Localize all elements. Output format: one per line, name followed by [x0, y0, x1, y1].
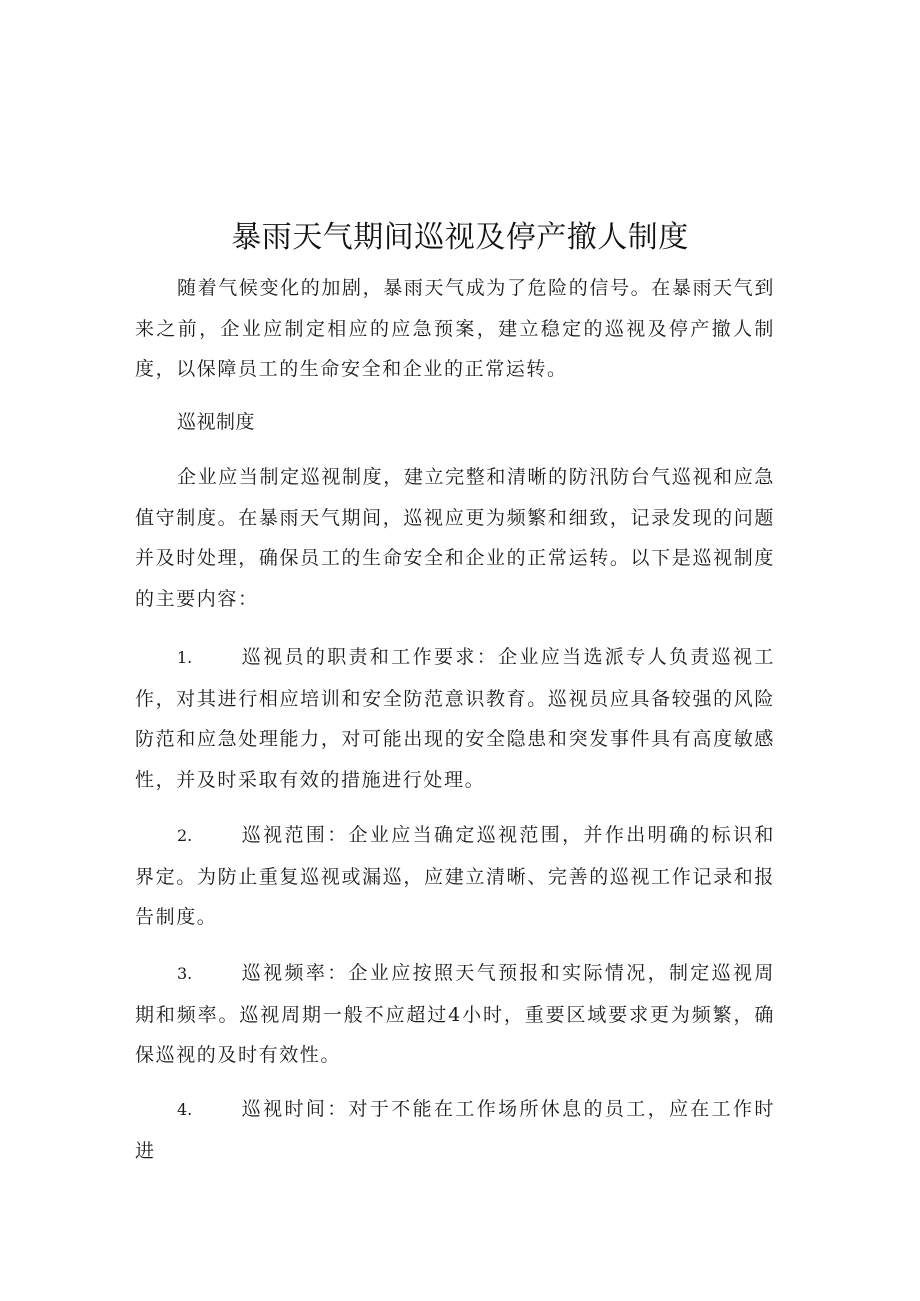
section-intro-paragraph: 企业应当制定巡视制度，建立完整和清晰的防汛防台气巡视和应急值守制度。在暴雨天气期间，巡视应更为频繁和细致，记录发现的问题并及时处理，确保员工的生命安全和企业的正常运转。以下是巡视制度的主要内容： — [135, 466, 775, 610]
list-item: 2. 巡视范围：企业应当确定巡视范围，并作出明确的标识和界定。为防止重复巡视或漏巡，应建立清晰、完善的巡视工作记录和报告制度。 — [135, 824, 775, 928]
list-item-text: 巡视时间：对于不能在工作场所休息的员工，应在工作时进 — [135, 1098, 775, 1162]
section-heading: 巡视制度 — [177, 411, 256, 433]
list-item-text: 巡视频率：企业应按照天气预报和实际情况，制定巡视周期和频率。巡视周期一般不应超过4小时，重要区域要求更为频繁，确保巡视的及时有效性。 — [135, 962, 775, 1066]
list-item-text: 巡视范围：企业应当确定巡视范围，并作出明确的标识和界定。为防止重复巡视或漏巡，应建立清晰、完善的巡视工作记录和报告制度。 — [135, 824, 775, 928]
list-item: 3. 巡视频率：企业应按照天气预报和实际情况，制定巡视周期和频率。巡视周期一般不应超过4小时，重要区域要求更为频繁，确保巡视的及时有效性。 — [135, 962, 775, 1066]
intro-paragraph: 随着气候变化的加剧，暴雨天气成为了危险的信号。在暴雨天气到来之前，企业应制定相应的应急预案，建立稳定的巡视及停产撤人制度，以保障员工的生命安全和企业的正常运转。 — [135, 277, 775, 380]
document-title: 暴雨天气期间巡视及停产撤人制度 — [231, 220, 689, 255]
list-item: 1. 巡视员的职责和工作要求：企业应当选派专人负责巡视工作，对其进行相应培训和安全防范意识教育。巡视员应具备较强的风险防范和应急处理能力，对可能出现的安全隐患和突发事件具有高度敏感性，并及时采取有效的措施进行处理。 — [135, 646, 775, 791]
list-item: 4. 巡视时间：对于不能在工作场所休息的员工，应在工作时进 — [135, 1098, 775, 1162]
list-item-text: 巡视员的职责和工作要求：企业应当选派专人负责巡视工作，对其进行相应培训和安全防范意识教育。巡视员应具备较强的风险防范和应急处理能力，对可能出现的安全隐患和突发事件具有高度敏感性，并及时采取有效的措施进行处理。 — [135, 646, 775, 791]
